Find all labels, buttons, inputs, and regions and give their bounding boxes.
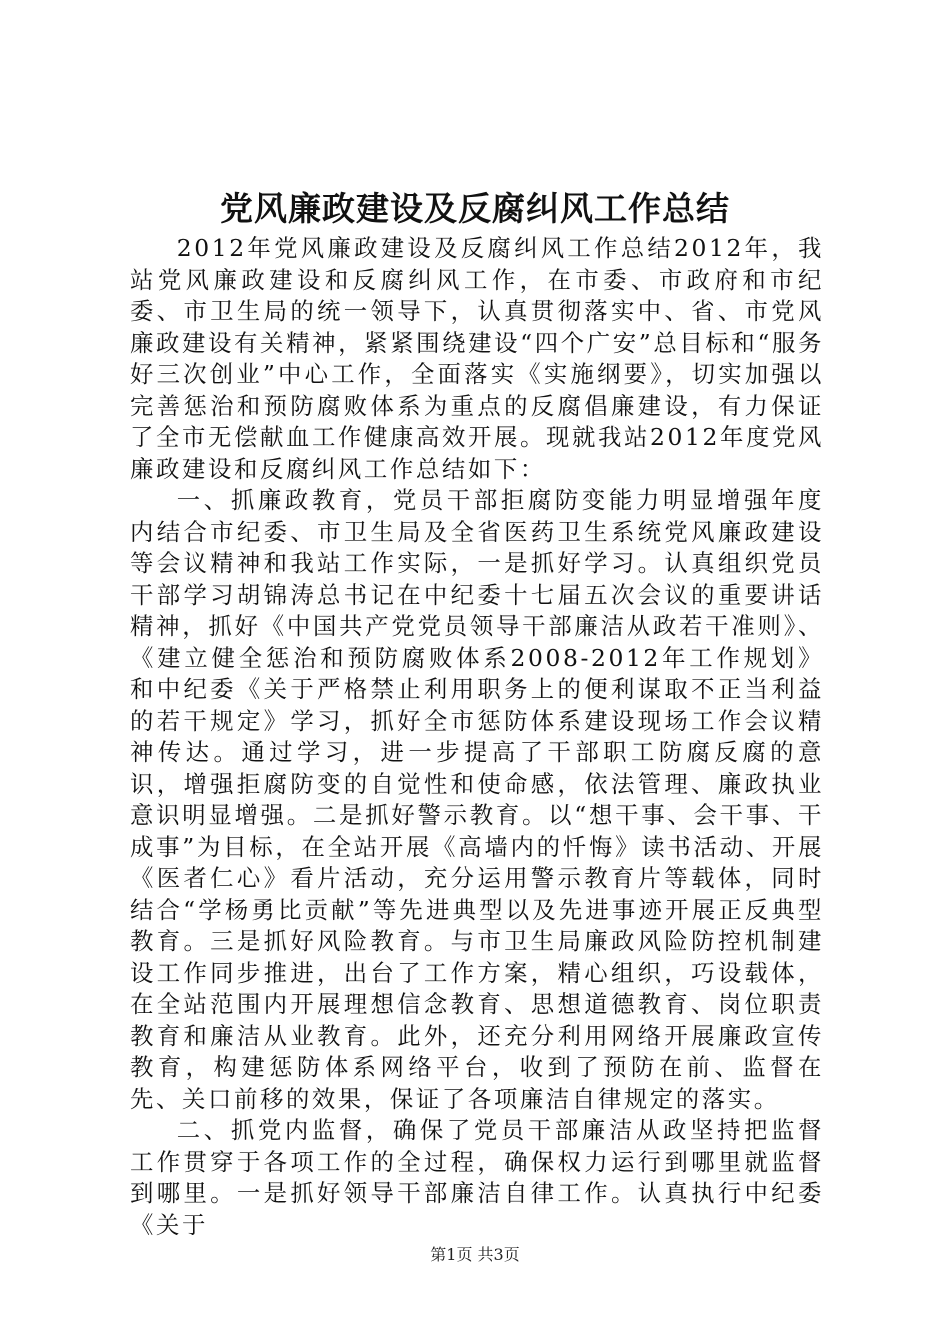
document-title: 党风廉政建设及反腐纠风工作总结 — [220, 189, 730, 228]
paragraph-section-two: 二、抓党内监督，确保了党员干部廉洁从政坚持把监督工作贯穿于各项工作的全过程，确保权力运行到哪里就监督到哪里。一是抓好领导干部廉洁自律工作。认真执行中纪委《关于 — [130, 1116, 824, 1239]
paragraph-intro: 2012年党风廉政建设及反腐纠风工作总结2012年，我站党风廉政建设和反腐纠风工作，在市委、市政府和市纪委、市卫生局的统一领导下，认真贯彻落实中、省、市党风廉政建设有关精神，紧紧围绕建设“四个广安”总目标和“服务好三次创业”中心工作，全面落实《实施纲要》，切实加强以完善惩治和预防腐败体系为重点的反腐倡廉建设，有力保证了全市无偿献血工作健康高效开展。现就我站2012年度党风廉政建设和反腐纠风工作总结如下： — [130, 234, 824, 483]
document-body — [130, 233, 824, 1241]
paragraph-section-one: 一、抓廉政教育，党员干部拒腐防变能力明显增强年度内结合市纪委、市卫生局及全省医药卫生系统党风廉政建设等会议精神和我站工作实际，一是抓好学习。认真组织党员干部学习胡锦涛总书记在中纪委十七届五次会议的重要讲话精神，抓好《中国共产党党员领导干部廉洁从政若干准则》、《建立健全惩治和预防腐败体系2008-2012年工作规划》和中纪委《关于严格禁止利用职务上的便利谋取不正当利益的若干规定》学习，抓好全市惩防体系建设现场工作会议精神传达。通过学习，进一步提高了干部职工防腐反腐的意识，增强拒腐防变的自觉性和使命感，依法管理、廉政执业意识明显增强。二是抓好警示教育。以“想干事、会干事、干成事”为目标，在全站开展《高墙内的忏悔》读书活动、开展《医者仁心》看片活动，充分运用警示教育片等载体，同时结合“学杨勇比贡献”等先进典型以及先进事迹开展正反典型教育。三是抓好风险教育。与市卫生局廉政风险防控机制建设工作同步推进，出台了工作方案，精心组织，巧设载体，在全站范围内开展理想信念教育、思想道德教育、岗位职责教育和廉洁从业教育。此外，还充分利用网络开展廉政宣传教育，构建惩防体系网络平台，收到了预防在前、监督在先、关口前移的效果，保证了各项廉洁自律规定的落实。 — [130, 486, 824, 1113]
page-footer: 第1页 共3页 — [430, 1245, 520, 1264]
